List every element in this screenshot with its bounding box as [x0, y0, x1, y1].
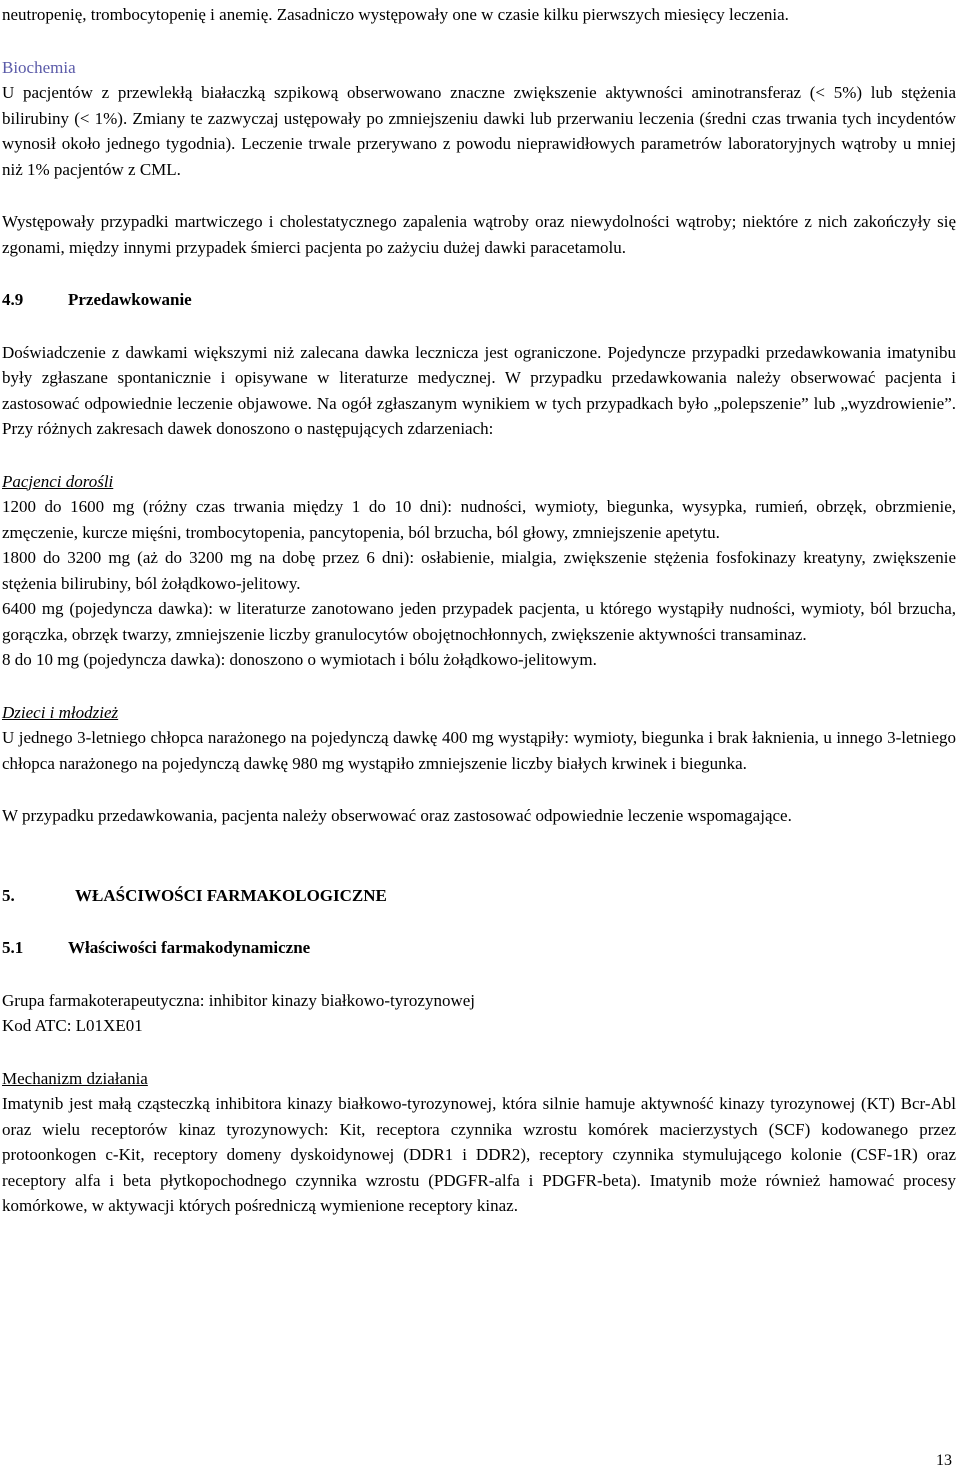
- spacer: [2, 1039, 956, 1066]
- biochem-heading: Biochemia: [2, 57, 76, 77]
- section-number: 5.1: [2, 938, 24, 957]
- section-title: Właściwości farmakodynamiczne: [68, 938, 311, 957]
- adults-subheading: Pacjenci dorośli: [2, 471, 114, 491]
- pharmacotherapeutic-group: Grupa farmakoterapeutyczna: inhibitor kinazy białkowo-tyrozynowej: [2, 990, 475, 1010]
- section-title: WŁAŚCIWOŚCI FARMAKOLOGICZNE: [75, 885, 387, 905]
- overdose-closing-paragraph: W przypadku przedawkowania, pacjenta należy obserwować oraz zastosować odpowiednie leczenie wspomagające.: [2, 806, 792, 825]
- spacer: [2, 28, 956, 55]
- spacer: [2, 829, 956, 856]
- children-paragraph: U jednego 3-letniego chłopca narażonego na pojedynczą dawkę 400 mg wystąpiły: wymioty, biegunka i brak łaknienia, u innego 3-letniego chłopca narażonego na pojedynczą dawkę 980 mg wystąpiło zmniejszenie liczby białych krwinek i biegunka.: [2, 728, 956, 773]
- spacer: [2, 313, 956, 340]
- section-5-1-heading: [2, 935, 956, 961]
- spacer: [2, 442, 956, 469]
- biochem-paragraph: U pacjentów z przewlekłą białaczką szpikową obserwowano znaczne zwiększenie aktywności aminotransferaz (< 5%) lub stężenia bilirubiny (< 1%). Zmiany te zazwyczaj ustępowały po zmniejszeniu dawki lub przerwaniu leczenia (średni czas trwania tych incydentów wynosił około jednego tygodnia). Leczenie trwale przerywano z powodu nieprawidłowych parametrów laboratoryjnych wątroby u mniej niż 1% pacjentów z CML.: [2, 83, 956, 179]
- spacer: [2, 673, 956, 700]
- hepatitis-paragraph: Występowały przypadki martwiczego i cholestatycznego zapalenia wątroby oraz niewydolności wątroby; niektóre z nich zakończyły się zgonami, między innymi przypadek śmierci pacjenta po zażyciu dużej dawki paracetamolu.: [2, 212, 956, 257]
- spacer: [2, 776, 956, 803]
- page-number: 13: [936, 1452, 952, 1469]
- spacer: [2, 856, 956, 883]
- section-5-heading: [2, 883, 956, 909]
- overdose-paragraph: Doświadczenie z dawkami większymi niż zalecana dawka lecznicza jest ograniczone. Pojedyncze przypadki przedawkowania imatynibu były zgłaszane spontanicznie i opisywane w literaturze medycznej. W przypadku przedawkowania należy obserwować pacjenta i zastosować odpowiednie leczenie objawowe. Na ogół zgłaszanym wynikiem w tych przypadkach było „polepszenie” lub „wyzdrowienie”. Przy różnych zakresach dawek donoszono o następujących zdarzeniach:: [2, 342, 956, 438]
- mechanism-subheading: Mechanizm działania: [2, 1068, 148, 1088]
- spacer: [2, 908, 956, 935]
- spacer: [2, 961, 956, 988]
- mechanism-paragraph: Imatynib jest małą cząsteczką inhibitora kinazy białkowo-tyrozynowej, która silnie hamuje aktywność kinazy tyrozynowej (KT) Bcr-Abl oraz wielu receptorów kinaz tyrozynowych: Kit, receptora czynnika wzrostu komórek macierzystych (SCF) kodowanego przez protoonkogen c-Kit, receptory domeny dyskoidynowej (DDR1 i DDR2), receptory czynnika stymulującego kolonie (CSF-1R) oraz receptory alfa i beta płytkopochodnego czynnika wzrostu (PDGFR-alfa i PDGFR-beta). Imatynib może również hamować procesy komórkowe, w aktywacji których pośredniczą wymienione receptory kinaz.: [2, 1094, 956, 1215]
- children-subheading: Dzieci i młodzież: [2, 702, 119, 722]
- section-number: 5.: [2, 885, 15, 905]
- spacer: [2, 182, 956, 209]
- adults-item: 6400 mg (pojedyncza dawka): w literaturze zanotowano jeden przypadek pacjenta, u którego wystąpiły nudności, wymioty, ból brzucha, gorączka, obrzęk twarzy, zmniejszenie liczby granulocytów obojętnochłonnych, zwiększenie aktywności transaminaz.: [2, 599, 956, 644]
- adults-item: 8 do 10 mg (pojedyncza dawka): donoszono o wymiotach i bólu żołądkowo-jelitowym.: [2, 650, 597, 669]
- adults-item: 1200 do 1600 mg (różny czas trwania między 1 do 10 dni): nudności, wymioty, biegunka, wysypka, rumień, obrzęk, obrzmienie, zmęczenie, kurcze mięśni, trombocytopenia, pancytopenia, ból brzucha, ból głowy, zmniejszenie apetytu.: [2, 497, 956, 542]
- page-content: [2, 2, 956, 1219]
- adults-item: 1800 do 3200 mg (aż do 3200 mg na dobę przez 6 dni): osłabienie, mialgia, zwiększenie stężenia fosfokinazy kreatyny, zwiększenie stężenia bilirubiny, ból żołądkowo-jelitowy.: [2, 548, 956, 593]
- section-title: Przedawkowanie: [68, 290, 192, 309]
- section-number: 4.9: [2, 290, 24, 309]
- spacer: [2, 260, 956, 287]
- intro-continuation: neutropenię, trombocytopenię i anemię. Zasadniczo występowały one w czasie kilku pierwszych miesięcy leczenia.: [2, 5, 789, 24]
- atc-code: Kod ATC: L01XE01: [2, 1016, 143, 1035]
- section-4-9-heading: [2, 287, 956, 313]
